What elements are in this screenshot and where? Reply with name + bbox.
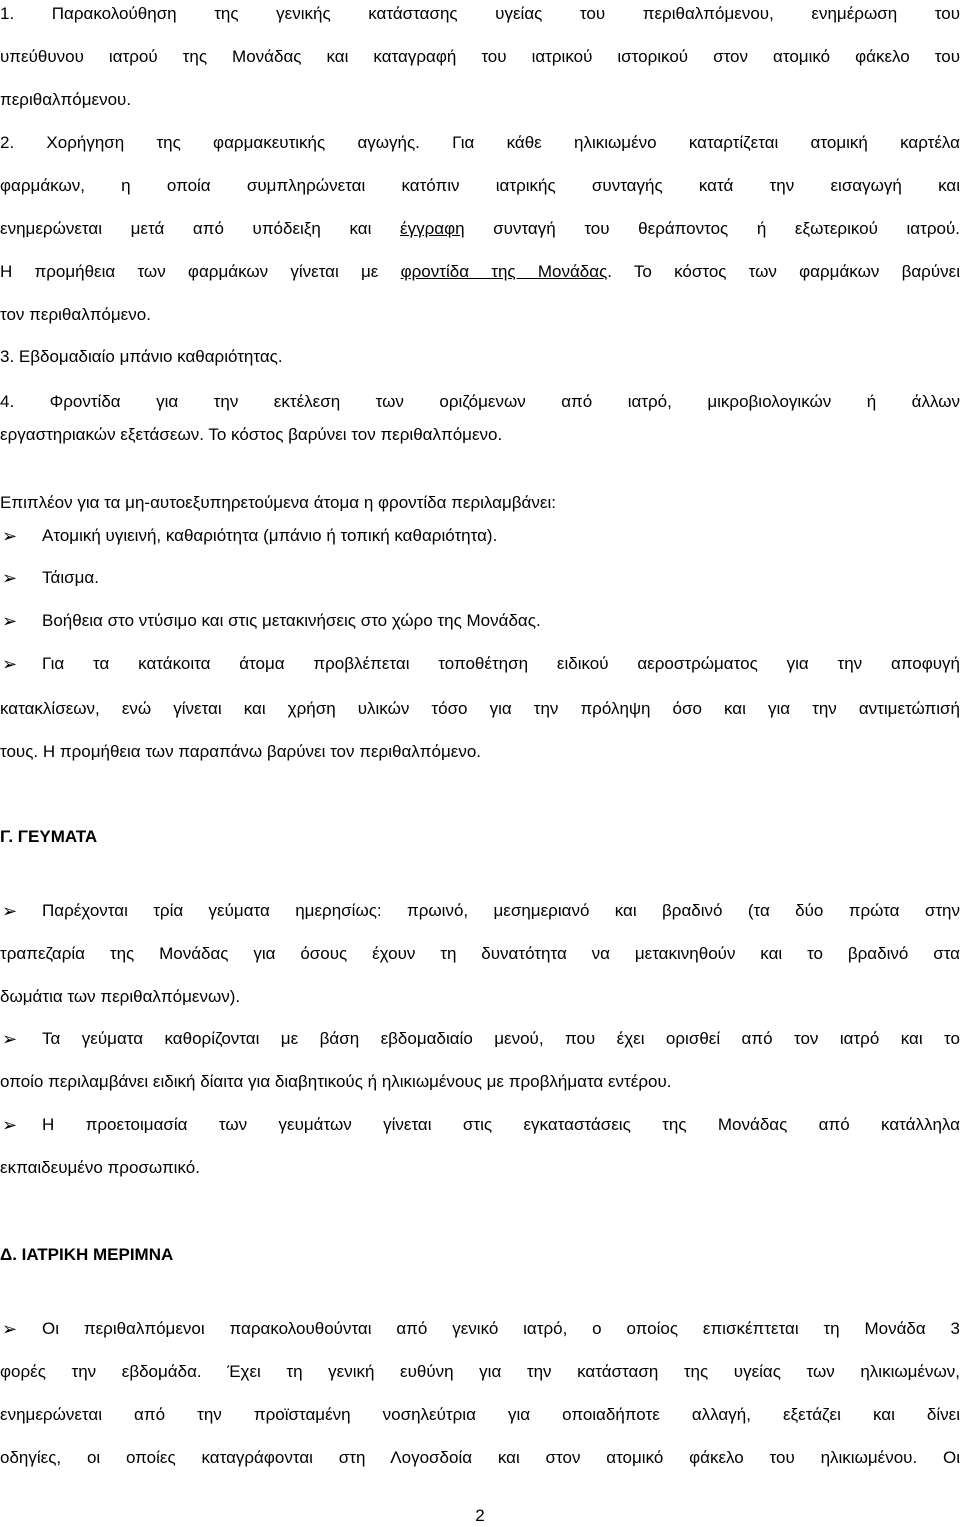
bullet-arrow-icon: ➢ — [2, 654, 18, 674]
medical-bullet-1-cont-2: ενημερώνεται από την προϊσταμένη νοσηλεύτρια για οποιαδήποτε αλλαγή, εξετάζει και δίνει — [0, 1405, 960, 1424]
extra-care-intro: Επιπλέον για τα μη-αυτοεξυπηρετούμενα άτομα η φροντίδα περιλαμβάνει: — [0, 493, 556, 512]
meals-bullet-2: Τα γεύματα καθορίζονται με βάση εβδομαδιαίο μενού, που έχει ορισθεί από τον ιατρό και το — [42, 1029, 960, 1048]
meals-bullet-2-cont-1: οποίο περιλαμβάνει ειδική δίαιτα για διαβητικούς ή ηλικιωμένους με προβλήματα εντέρου. — [0, 1072, 672, 1091]
meals-bullet-1: Παρέχονται τρία γεύματα ημερησίως: πρωινό, μεσημεριανό και βραδινό (τα δύο πρώτα στην — [42, 901, 960, 920]
underlined-text: έγγραφη — [400, 219, 465, 238]
page-number: 2 — [475, 1506, 485, 1525]
text-run: . Το κόστος των φαρμάκων βαρύνει — [607, 262, 960, 281]
list-item-2-cont-2 — [0, 217, 960, 241]
list-item-4: 4. Φροντίδα για την εκτέλεση των οριζόμενων από ιατρό, μικροβιολογικών ή άλλων — [0, 392, 960, 411]
bullet-arrow-icon: ➢ — [2, 1115, 18, 1135]
bullet-arrow-icon: ➢ — [2, 568, 18, 588]
text-run: συνταγή του θεράποντος ή εξωτερικού ιατρού. — [464, 219, 960, 238]
list-item-2-cont-4: τον περιθαλπόμενο. — [0, 305, 151, 324]
extra-care-bullet-3: Βοήθεια στο ντύσιμο και στις μετακινήσεις στο χώρο της Μονάδας. — [42, 611, 541, 630]
meals-bullet-1-cont-1: τραπεζαρία της Μονάδας για όσους έχουν τη δυνατότητα να μετακινηθούν και το βραδινό στα — [0, 944, 960, 963]
text-run: Η προμήθεια των φαρμάκων γίνεται με — [0, 262, 401, 281]
section-heading-medical-care: Δ. ΙΑΤΡΙΚΗ ΜΕΡΙΜΝΑ — [0, 1245, 174, 1264]
list-item-4-cont-1: εργαστηριακών εξετάσεων. Το κόστος βαρύνει τον περιθαλπόμενο. — [0, 425, 503, 444]
medical-bullet-1-cont-1: φορές την εβδομάδα. Έχει τη γενική ευθύνη για την κατάσταση της υγείας των ηλικιωμένων, — [0, 1362, 960, 1381]
extra-care-bullet-4-cont-1: κατακλίσεων, ενώ γίνεται και χρήση υλικών τόσο για την πρόληψη όσο και για την αντιμετώπισή — [0, 699, 960, 718]
list-item-1-cont-1: υπεύθυνου ιατρού της Μονάδας και καταγραφή του ιατρικού ιστορικού στον ατομικό φάκελο του — [0, 47, 960, 66]
bullet-arrow-icon: ➢ — [2, 526, 18, 546]
bullet-arrow-icon: ➢ — [2, 1029, 18, 1049]
extra-care-bullet-4: Για τα κατάκοιτα άτομα προβλέπεται τοποθέτηση ειδικού αεροστρώματος για την αποφυγή — [42, 654, 960, 673]
list-item-2-cont-1: φαρμάκων, η οποία συμπληρώνεται κατόπιν ιατρικής συνταγής κατά την εισαγωγή και — [0, 176, 960, 195]
list-item-2: 2. Χορήγηση της φαρμακευτικής αγωγής. Για κάθε ηλικιωμένο καταρτίζεται ατομική καρτέλα — [0, 133, 960, 152]
text-run: ενημερώνεται μετά από υπόδειξη και — [0, 219, 400, 238]
list-item-2-cont-3 — [0, 260, 960, 284]
meals-bullet-1-cont-2: δωμάτια των περιθαλπόμενων). — [0, 987, 241, 1006]
bullet-arrow-icon: ➢ — [2, 901, 18, 921]
list-item-3: 3. Εβδομαδιαίο μπάνιο καθαριότητας. — [0, 347, 283, 366]
underlined-text: φροντίδα της Μονάδας — [400, 262, 608, 281]
extra-care-bullet-1: Ατομική υγιεινή, καθαριότητα (μπάνιο ή τοπική καθαριότητα). — [42, 526, 498, 545]
medical-bullet-1: Οι περιθαλπόμενοι παρακολουθούνται από γενικό ιατρό, ο οποίος επισκέπτεται τη Μονάδα 3 — [42, 1319, 960, 1338]
extra-care-bullet-2: Τάισμα. — [42, 568, 99, 587]
list-item-1-cont-2: περιθαλπόμενου. — [0, 90, 132, 109]
meals-bullet-3-cont-1: εκπαιδευμένο προσωπικό. — [0, 1158, 200, 1177]
list-item-1: 1. Παρακολούθηση της γενικής κατάστασης υγείας του περιθαλπόμενου, ενημέρωση του — [0, 4, 960, 23]
section-heading-meals: Γ. ΓΕΥΜΑΤΑ — [0, 827, 98, 846]
extra-care-bullet-4-cont-2: τους. Η προμήθεια των παραπάνω βαρύνει τον περιθαλπόμενο. — [0, 742, 482, 761]
bullet-arrow-icon: ➢ — [2, 1319, 18, 1339]
bullet-arrow-icon: ➢ — [2, 611, 18, 631]
medical-bullet-1-cont-3: οδηγίες, οι οποίες καταγράφονται στη Λογοσδοία και στον ατομικό φάκελο του ηλικιωμένου. Οι — [0, 1448, 960, 1467]
meals-bullet-3: Η προετοιμασία των γευμάτων γίνεται στις εγκαταστάσεις της Μονάδας από κατάλληλα — [42, 1115, 960, 1134]
